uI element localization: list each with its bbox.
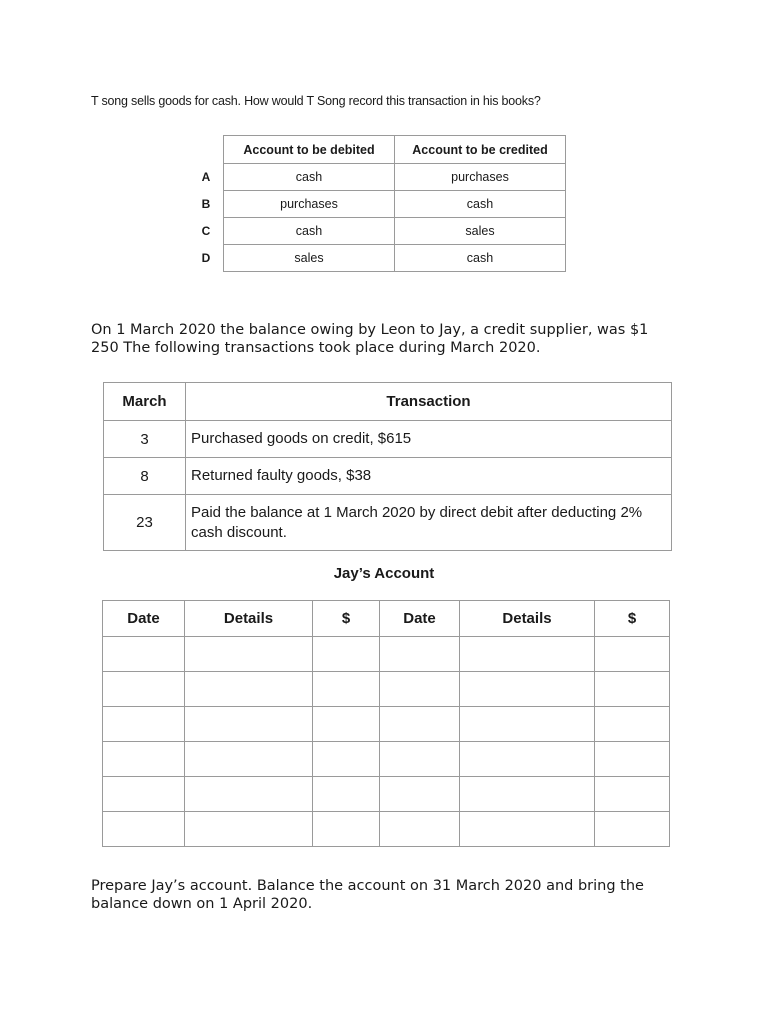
option-debit: sales <box>224 245 395 272</box>
ledger-cell <box>185 637 313 672</box>
ledger-cell <box>103 707 185 742</box>
ledger-cell <box>313 742 380 777</box>
ledger-cell <box>313 672 380 707</box>
transaction-header: Transaction <box>186 383 672 421</box>
ledger-cell <box>380 742 460 777</box>
transaction-text: Purchased goods on credit, $615 <box>186 421 672 458</box>
intro-line: On 1 March 2020 the balance owing by Leon to Jay, a credit supplier, was $1 <box>91 322 649 338</box>
transaction-day: 8 <box>104 458 186 495</box>
instruction-line: balance down on 1 April 2020. <box>91 896 313 912</box>
ledger-date-header: Date <box>380 601 460 637</box>
ledger-cell <box>460 637 595 672</box>
ledger-cell <box>103 812 185 847</box>
ledger-cell <box>595 742 670 777</box>
ledger-cell <box>313 777 380 812</box>
ledger-header-row <box>103 601 670 637</box>
transaction-day: 3 <box>104 421 186 458</box>
ledger-cell <box>380 672 460 707</box>
transaction-row <box>104 495 672 551</box>
ledger-cell <box>595 777 670 812</box>
ledger-cell <box>103 637 185 672</box>
ledger-amount-header: $ <box>313 601 380 637</box>
ledger-cell <box>595 812 670 847</box>
ledger-cell <box>460 672 595 707</box>
ledger-cell <box>460 742 595 777</box>
blank-header-cell <box>189 136 224 164</box>
ledger-cell <box>313 812 380 847</box>
debit-header: Account to be debited <box>224 136 395 164</box>
ledger-cell <box>595 672 670 707</box>
ledger-cell <box>460 812 595 847</box>
option-row-c <box>189 218 566 245</box>
march-header: March <box>104 383 186 421</box>
ledger-row <box>103 777 670 812</box>
ledger-cell <box>380 812 460 847</box>
jays-account-ledger <box>102 600 670 847</box>
ledger-cell <box>595 707 670 742</box>
ledger-cell <box>103 672 185 707</box>
ledger-cell <box>460 777 595 812</box>
instruction-line: Prepare Jay’s account. Balance the account on 31 March 2020 and bring the <box>91 878 644 894</box>
option-credit: sales <box>395 218 566 245</box>
ledger-cell <box>380 777 460 812</box>
ledger-cell <box>313 637 380 672</box>
ledger-amount-header: $ <box>595 601 670 637</box>
question-1-text: T song sells goods for cash. How would T Song record this transaction in his books? <box>91 94 541 108</box>
options-header-row <box>189 136 566 164</box>
transaction-row <box>104 458 672 495</box>
option-credit: cash <box>395 245 566 272</box>
answer-options-table <box>189 135 566 272</box>
question-2-instruction <box>91 877 644 913</box>
ledger-details-header: Details <box>460 601 595 637</box>
ledger-cell <box>380 707 460 742</box>
option-letter: B <box>201 197 211 211</box>
transactions-table <box>103 382 672 551</box>
intro-line: 250 The following transactions took place during March 2020. <box>91 340 541 356</box>
option-letter: C <box>201 224 211 238</box>
ledger-cell <box>460 707 595 742</box>
ledger-cell <box>103 742 185 777</box>
option-credit: purchases <box>395 164 566 191</box>
option-debit: purchases <box>224 191 395 218</box>
ledger-row <box>103 637 670 672</box>
ledger-cell <box>185 812 313 847</box>
ledger-details-header: Details <box>185 601 313 637</box>
ledger-cell <box>380 637 460 672</box>
ledger-cell <box>103 777 185 812</box>
transaction-text: Paid the balance at 1 March 2020 by direct debit after deducting 2% cash discount. <box>186 495 672 551</box>
ledger-cell <box>185 672 313 707</box>
ledger-cell <box>313 707 380 742</box>
ledger-row <box>103 672 670 707</box>
transaction-text: Returned faulty goods, $38 <box>186 458 672 495</box>
transaction-row <box>104 421 672 458</box>
ledger-cell <box>185 707 313 742</box>
option-debit: cash <box>224 164 395 191</box>
ledger-cell <box>185 777 313 812</box>
option-credit: cash <box>395 191 566 218</box>
option-debit: cash <box>224 218 395 245</box>
credit-header: Account to be credited <box>395 136 566 164</box>
ledger-date-header: Date <box>103 601 185 637</box>
transaction-day: 23 <box>104 495 186 551</box>
ledger-cell <box>595 637 670 672</box>
option-row-b <box>189 191 566 218</box>
option-row-a <box>189 164 566 191</box>
question-2-intro <box>91 321 648 357</box>
option-letter: A <box>201 170 211 184</box>
option-letter: D <box>201 251 211 265</box>
transactions-header-row <box>104 383 672 421</box>
ledger-row <box>103 742 670 777</box>
ledger-row <box>103 707 670 742</box>
ledger-row <box>103 812 670 847</box>
option-row-d <box>189 245 566 272</box>
ledger-cell <box>185 742 313 777</box>
account-title: Jay’s Account <box>333 565 435 582</box>
